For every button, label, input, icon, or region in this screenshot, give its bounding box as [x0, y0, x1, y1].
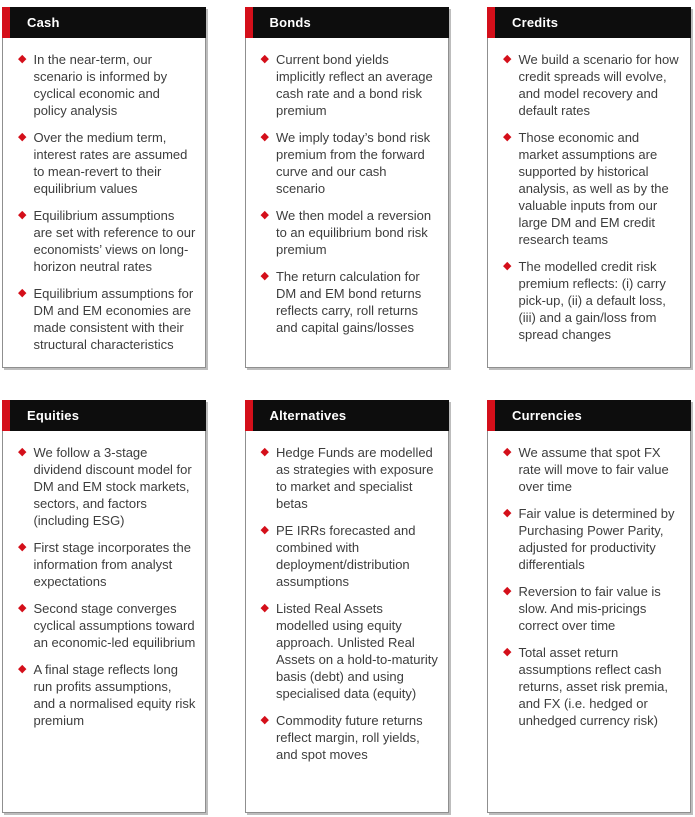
card-header	[245, 7, 449, 38]
card-header	[2, 400, 206, 431]
red-accent-bar	[2, 400, 10, 431]
card-credits	[487, 7, 691, 368]
card-body	[245, 38, 449, 368]
red-accent-bar	[2, 7, 10, 38]
red-accent-bar	[245, 400, 253, 431]
bullet-item	[261, 444, 439, 512]
card-title: Bonds	[269, 15, 311, 30]
card-body	[2, 431, 206, 813]
card-body	[487, 431, 691, 813]
bullet-item	[261, 129, 439, 197]
bullet-text: Those economic and market assumptions are supported by historical analysis, as well as by the valuable inputs from our large DM and EM credit research teams	[518, 130, 669, 247]
bullet-item	[261, 522, 439, 590]
diamond-bullet-icon: ◆	[260, 270, 269, 282]
red-accent-bar	[487, 400, 495, 431]
diamond-bullet-icon: ◆	[503, 53, 512, 65]
bullet-text: First stage incorporates the information from analyst expectations	[33, 540, 191, 589]
diamond-bullet-icon: ◆	[260, 209, 269, 221]
bullet-item	[503, 444, 681, 495]
bullet-item	[261, 712, 439, 763]
card-title: Cash	[27, 15, 60, 30]
bullet-list	[488, 38, 690, 343]
card-body	[2, 38, 206, 368]
card-alternatives	[245, 400, 449, 813]
red-accent-bar	[245, 7, 253, 38]
card-cash	[2, 7, 206, 368]
bullet-list	[488, 431, 690, 729]
bullet-text: A final stage reflects long run profits assumptions, and a normalised equity risk premium	[33, 662, 196, 728]
bullet-text: Equilibrium assumptions are set with reference to our economists’ views on long-horizon neutral rates	[33, 208, 196, 274]
card-title: Alternatives	[269, 408, 347, 423]
bullet-list	[246, 431, 448, 763]
bullet-item	[18, 129, 196, 197]
card-bonds	[245, 7, 449, 368]
bullet-text: Fair value is determined by Purchasing Power Parity, adjusted for productivity differentials	[518, 506, 675, 572]
diamond-bullet-icon: ◆	[503, 446, 512, 458]
diamond-bullet-icon: ◆	[18, 663, 27, 675]
diamond-bullet-icon: ◆	[18, 446, 27, 458]
bullet-text: Over the medium term, interest rates are assumed to mean-revert to their equilibrium values	[33, 130, 188, 196]
bullet-text: We follow a 3-stage dividend discount model for DM and EM stock markets, sectors, and factors (including ESG)	[33, 445, 192, 528]
bullet-text: Commodity future returns reflect margin, roll yields, and spot moves	[275, 713, 423, 762]
bullet-list	[3, 431, 205, 729]
card-header	[2, 7, 206, 38]
diamond-bullet-icon: ◆	[18, 131, 27, 143]
diamond-bullet-icon: ◆	[18, 287, 27, 299]
bullet-text: Listed Real Assets modelled using equity approach. Unlisted Real Assets on a hold-to-maturity basis (debt) and using specialised data (equity)	[275, 601, 438, 701]
bullet-item	[18, 539, 196, 590]
diamond-bullet-icon: ◆	[18, 602, 27, 614]
bullet-item	[503, 129, 681, 248]
bullet-item	[18, 285, 196, 353]
diamond-bullet-icon: ◆	[503, 131, 512, 143]
card-equities	[2, 400, 206, 813]
bullet-item	[261, 600, 439, 702]
bullet-text: We then model a reversion to an equilibrium bond risk premium	[275, 208, 432, 257]
bullet-text: The modelled credit risk premium reflects: (i) carry pick-up, (ii) a default loss, (iii) and a gain/loss from spread changes	[518, 259, 666, 342]
bullet-text: We assume that spot FX rate will move to fair value over time	[518, 445, 669, 494]
cards-grid	[2, 7, 691, 813]
red-accent-bar	[487, 7, 495, 38]
diamond-bullet-icon: ◆	[260, 714, 269, 726]
diamond-bullet-icon: ◆	[503, 507, 512, 519]
bullet-text: Reversion to fair value is slow. And mis-pricings correct over time	[518, 584, 661, 633]
card-header	[487, 400, 691, 431]
bullet-text: The return calculation for DM and EM bond returns reflects carry, roll returns and capital gains/losses	[275, 269, 422, 335]
bullet-text: We imply today’s bond risk premium from the forward curve and our cash scenario	[275, 130, 431, 196]
card-header	[487, 7, 691, 38]
diamond-bullet-icon: ◆	[260, 53, 269, 65]
bullet-text: Equilibrium assumptions for DM and EM economies are made consistent with their structural characteristics	[33, 286, 194, 352]
diamond-bullet-icon: ◆	[260, 602, 269, 614]
bullet-list	[246, 38, 448, 336]
bullet-item	[261, 268, 439, 336]
bullet-item	[18, 444, 196, 529]
card-currencies	[487, 400, 691, 813]
bullet-item	[261, 207, 439, 258]
bullet-item	[18, 600, 196, 651]
bullet-text: Current bond yields implicitly reflect an average cash rate and a bond risk premium	[275, 52, 433, 118]
diamond-bullet-icon: ◆	[260, 446, 269, 458]
card-title: Currencies	[512, 408, 582, 423]
bullet-item	[18, 661, 196, 729]
bullet-list	[3, 38, 205, 353]
card-title: Equities	[27, 408, 80, 423]
bullet-item	[18, 51, 196, 119]
card-body	[487, 38, 691, 368]
diamond-bullet-icon: ◆	[503, 646, 512, 658]
diamond-bullet-icon: ◆	[503, 585, 512, 597]
bullet-item	[261, 51, 439, 119]
bullet-text: We build a scenario for how credit spreads will evolve, and model recovery and default rates	[518, 52, 679, 118]
diamond-bullet-icon: ◆	[18, 53, 27, 65]
bullet-text: In the near-term, our scenario is informed by cyclical economic and policy analysis	[33, 52, 168, 118]
card-title: Credits	[512, 15, 559, 30]
bullet-item	[503, 258, 681, 343]
diamond-bullet-icon: ◆	[503, 260, 512, 272]
diamond-bullet-icon: ◆	[260, 131, 269, 143]
diamond-bullet-icon: ◆	[18, 541, 27, 553]
bullet-text: PE IRRs forecasted and combined with deployment/distribution assumptions	[275, 523, 416, 589]
bullet-item	[503, 505, 681, 573]
diamond-bullet-icon: ◆	[260, 524, 269, 536]
bullet-item	[503, 583, 681, 634]
bullet-item	[18, 207, 196, 275]
bullet-text: Total asset return assumptions reflect cash returns, asset risk premia, and FX (i.e. hedged or unhedged currency risk)	[518, 645, 669, 728]
bullet-item	[503, 644, 681, 729]
bullet-text: Hedge Funds are modelled as strategies with exposure to market and specialist betas	[275, 445, 434, 511]
card-header	[245, 400, 449, 431]
card-body	[245, 431, 449, 813]
diamond-bullet-icon: ◆	[18, 209, 27, 221]
bullet-item	[503, 51, 681, 119]
bullet-text: Second stage converges cyclical assumptions toward an economic-led equilibrium	[33, 601, 196, 650]
